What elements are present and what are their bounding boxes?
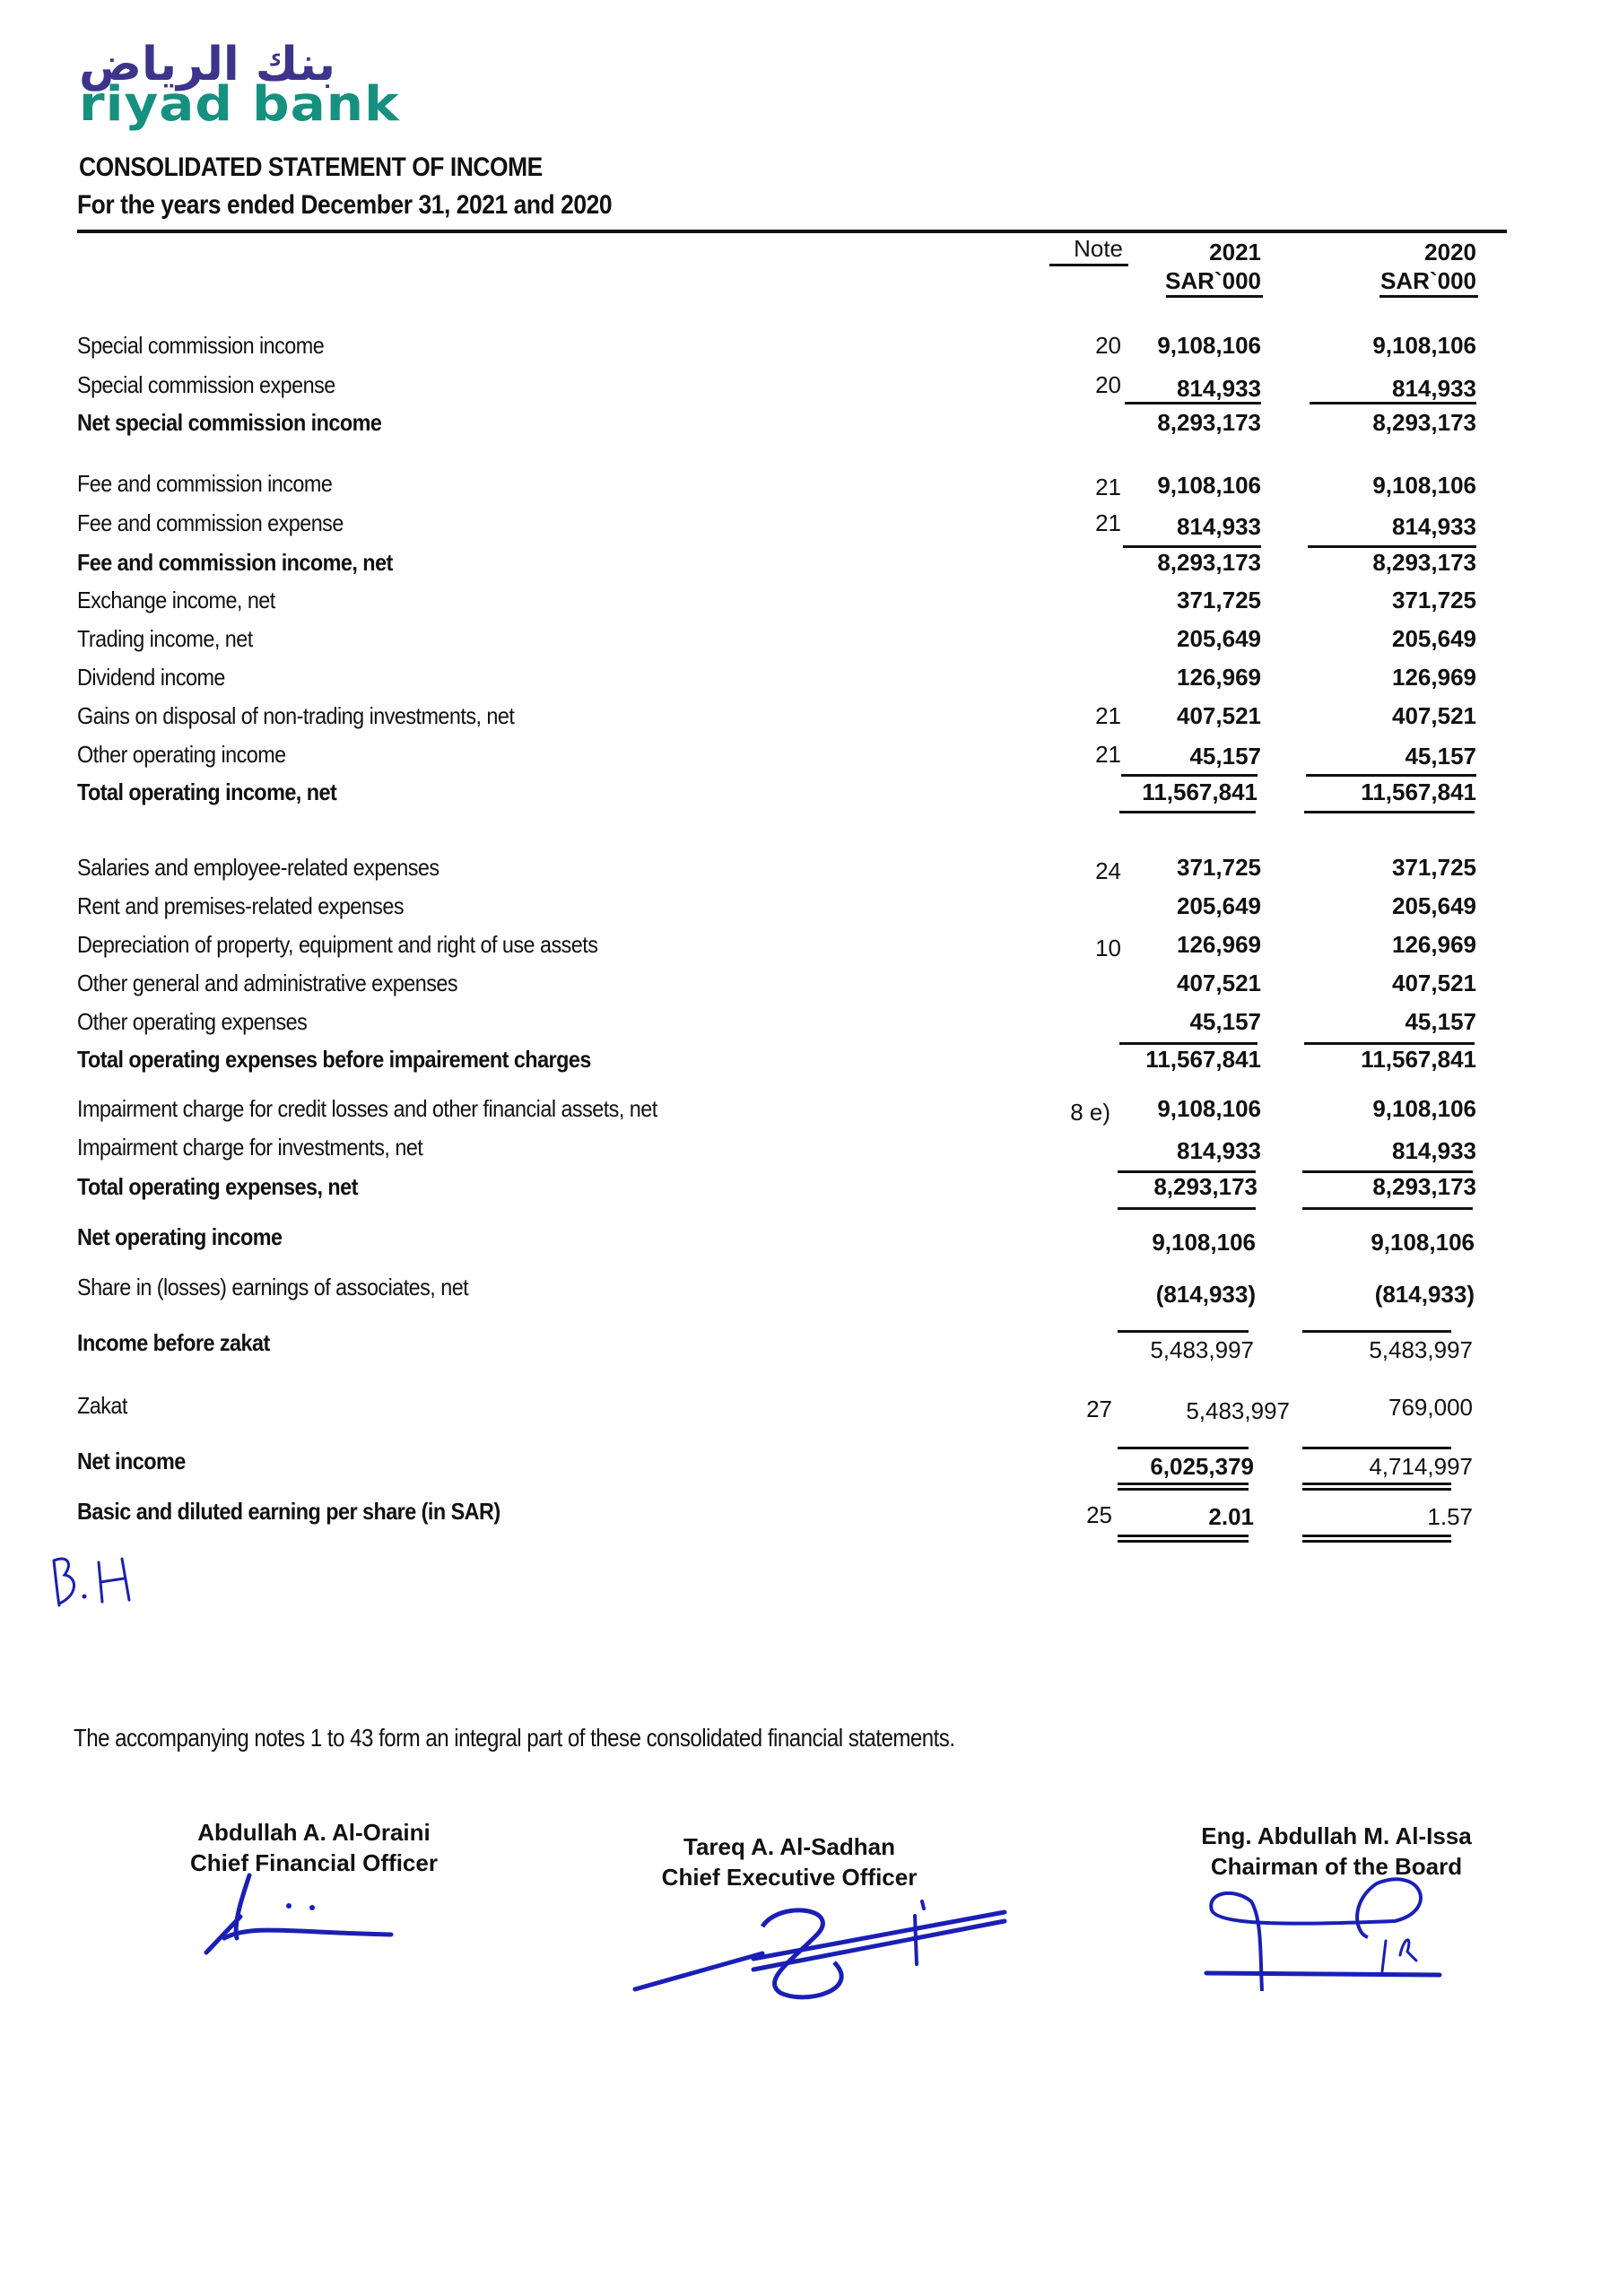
table-row (0, 1171, 1610, 1202)
row-label: Share in (losses) earnings of associates, net (77, 1274, 469, 1300)
table-row (0, 891, 1610, 921)
row-label: Special commission expense (77, 371, 335, 398)
subtotal-rule (1125, 402, 1261, 404)
row-label: Dividend income (77, 664, 225, 691)
row-label: Basic and diluted earning per share (in SAR) (77, 1498, 500, 1525)
row-value-2020: (814,933) (1374, 1281, 1475, 1308)
row-value-2020: 371,725 (1392, 587, 1476, 613)
row-value-2021: 9,108,106 (1157, 1095, 1261, 1122)
row-label: Zakat (77, 1392, 127, 1419)
row-value-2021: 2.01 (1208, 1503, 1254, 1530)
column-header-2020-unit: SAR`000 (1380, 267, 1476, 294)
row-value-2020: 4,714,997 (1369, 1453, 1473, 1480)
page-subtitle: For the years ended December 31, 2021 and 2020 (77, 190, 613, 220)
row-label: Net special commission income (77, 409, 382, 436)
row-value-2020: 407,521 (1392, 970, 1476, 996)
row-value-2021: 9,108,106 (1157, 332, 1261, 359)
row-label: Depreciation of property, equipment and right of use assets (77, 931, 598, 958)
row-note: 20 (1095, 332, 1121, 359)
total-double-rule (1118, 1483, 1249, 1491)
total-double-rule (1302, 1535, 1451, 1543)
row-label: Total operating income, net (77, 778, 337, 805)
row-note: 21 (1095, 702, 1121, 729)
row-label: Total operating expenses before impairement charges (77, 1046, 591, 1073)
row-label: Special commission income (77, 332, 325, 359)
table-row (0, 585, 1610, 615)
footer-note: The accompanying notes 1 to 43 form an integral part of these consolidated financial statements. (74, 1724, 955, 1752)
row-value-2021: 8,293,173 (1157, 409, 1261, 436)
column-header-2021-unit: SAR`000 (1165, 267, 1261, 294)
row-label: Fee and commission income, net (77, 549, 393, 576)
table-row (0, 330, 1610, 361)
table-row (0, 407, 1610, 438)
table-row (0, 1327, 1610, 1363)
total-rule (1304, 811, 1475, 813)
signatory-chairman (1157, 1821, 1516, 1882)
row-label: Fee and commission expense (77, 509, 344, 536)
signatory-title: Chairman of the Board (1210, 1853, 1463, 1880)
row-label: Other general and administrative expenses (77, 970, 458, 996)
row-note: 21 (1095, 474, 1121, 500)
row-label: Trading income, net (77, 625, 253, 652)
row-label: Income before zakat (77, 1329, 270, 1356)
column-header-note-underline (1049, 264, 1128, 266)
row-value-2021: 45,157 (1189, 743, 1261, 770)
row-note: 8 e) (1070, 1099, 1110, 1126)
table-row (0, 1272, 1610, 1308)
row-value-2020: 1.57 (1427, 1503, 1473, 1530)
row-value-2021: 9,108,106 (1157, 472, 1261, 499)
total-double-rule (1118, 1535, 1249, 1543)
row-label: Impairment charge for credit losses and other financial assets, net (77, 1095, 657, 1122)
row-value-2020: 205,649 (1392, 892, 1476, 919)
row-label: Exchange income, net (77, 587, 275, 613)
table-row (0, 1132, 1610, 1162)
row-value-2021: 814,933 (1177, 1137, 1261, 1164)
row-value-2021: 6,025,379 (1150, 1453, 1254, 1480)
page-title: CONSOLIDATED STATEMENT OF INCOME (79, 152, 543, 182)
table-row (0, 739, 1610, 770)
signatory-title: Chief Financial Officer (190, 1849, 438, 1876)
table-row (0, 700, 1610, 731)
row-value-2021: 11,567,841 (1145, 1046, 1261, 1073)
row-value-2021: 814,933 (1177, 375, 1261, 402)
row-value-2020: 126,969 (1392, 664, 1476, 691)
row-value-2021: 126,969 (1177, 931, 1261, 958)
row-value-2020: 8,293,173 (1372, 549, 1476, 576)
row-value-2021: 5,483,997 (1186, 1397, 1290, 1424)
column-header-2020: 2020 (1424, 239, 1476, 265)
table-row (0, 547, 1610, 578)
table-row (0, 1006, 1610, 1037)
table-row (0, 1496, 1610, 1530)
row-value-2021: 205,649 (1177, 892, 1261, 919)
signature-chairman-icon (1197, 1874, 1466, 1991)
row-value-2020: 205,649 (1392, 625, 1476, 652)
row-value-2021: 814,933 (1177, 513, 1261, 540)
table-row (0, 468, 1610, 499)
table-row (0, 1446, 1610, 1480)
row-note: 21 (1095, 741, 1121, 768)
row-value-2021: 5,483,997 (1150, 1336, 1254, 1363)
row-value-2021: 8,293,173 (1153, 1173, 1258, 1200)
row-value-2020: 814,933 (1392, 375, 1476, 402)
row-value-2020: 371,725 (1392, 854, 1476, 881)
row-label: Other operating income (77, 741, 286, 768)
table-row (0, 1044, 1610, 1074)
row-value-2020: 126,969 (1392, 931, 1476, 958)
total-rule (1302, 1207, 1473, 1210)
row-value-2020: 814,933 (1392, 513, 1476, 540)
table-row (0, 1390, 1610, 1424)
row-label: Gains on disposal of non-trading investments, net (77, 702, 515, 729)
table-row (0, 968, 1610, 998)
table-row (0, 370, 1610, 400)
row-value-2021: 407,521 (1177, 702, 1261, 729)
row-note: 24 (1095, 857, 1121, 884)
column-header-2020-underline (1379, 295, 1478, 298)
row-note: 21 (1095, 509, 1121, 536)
signatory-name: Tareq A. Al-Sadhan (683, 1833, 895, 1860)
row-value-2021: 9,108,106 (1152, 1229, 1256, 1256)
row-label: Rent and premises-related expenses (77, 892, 405, 919)
row-value-2020: 11,567,841 (1361, 778, 1476, 805)
row-value-2020: 9,108,106 (1372, 332, 1476, 359)
logo-english: riyad bank (79, 75, 400, 132)
logo-arabic: بنك الرياض (79, 38, 335, 91)
table-row (0, 662, 1610, 692)
table-row (0, 1093, 1610, 1124)
row-note: 10 (1095, 935, 1121, 961)
row-note: 20 (1095, 371, 1121, 398)
row-label: Salaries and employee-related expenses (77, 854, 439, 881)
header-divider (77, 230, 1507, 233)
row-value-2020: 9,108,106 (1372, 472, 1476, 499)
total-rule (1118, 1207, 1256, 1210)
row-value-2020: 8,293,173 (1372, 409, 1476, 436)
row-value-2021: 8,293,173 (1157, 549, 1261, 576)
row-value-2021: 126,969 (1177, 664, 1261, 691)
row-value-2020: 45,157 (1405, 743, 1476, 770)
table-row (0, 1222, 1610, 1256)
row-label: Other operating expenses (77, 1008, 308, 1035)
signatory-name: Eng. Abdullah M. Al-Issa (1201, 1822, 1472, 1849)
row-value-2020: 814,933 (1392, 1137, 1476, 1164)
signatory-title: Chief Executive Officer (661, 1864, 918, 1891)
row-value-2020: 769,000 (1388, 1394, 1473, 1421)
total-double-rule (1302, 1483, 1451, 1491)
row-value-2021: 45,157 (1189, 1008, 1261, 1035)
row-value-2021: 371,725 (1177, 854, 1261, 881)
row-label: Fee and commission income (77, 470, 333, 497)
row-note: 27 (1086, 1396, 1112, 1422)
signatory-cfo (152, 1817, 475, 1878)
column-header-note: Note (1074, 235, 1123, 262)
row-label: Net income (77, 1448, 186, 1474)
row-value-2020: 9,108,106 (1372, 1095, 1476, 1122)
row-value-2020: 11,567,841 (1361, 1046, 1476, 1073)
row-label: Impairment charge for investments, net (77, 1134, 423, 1161)
row-value-2020: 45,157 (1405, 1008, 1476, 1035)
subtotal-rule (1310, 402, 1476, 404)
table-row (0, 623, 1610, 654)
column-header-2021: 2021 (1209, 239, 1261, 265)
row-label: Net operating income (77, 1223, 283, 1250)
row-value-2021: (814,933) (1155, 1281, 1256, 1308)
row-value-2020: 5,483,997 (1369, 1336, 1473, 1363)
row-value-2021: 407,521 (1177, 970, 1261, 996)
signatory-name: Abdullah A. Al-Oraini (197, 1819, 431, 1846)
column-header-2021-underline (1166, 295, 1263, 298)
table-row (0, 852, 1610, 883)
signature-ceo-icon (628, 1900, 1014, 2007)
row-value-2020: 8,293,173 (1372, 1173, 1476, 1200)
row-value-2020: 407,521 (1392, 702, 1476, 729)
total-rule (1119, 811, 1256, 813)
signatory-ceo (628, 1831, 951, 1892)
row-note: 25 (1086, 1501, 1112, 1528)
table-row (0, 508, 1610, 538)
row-value-2021: 371,725 (1177, 587, 1261, 613)
signature-cfo-icon (197, 1870, 404, 1960)
table-row (0, 777, 1610, 807)
row-value-2021: 11,567,841 (1142, 778, 1258, 805)
handwritten-initials-icon (47, 1550, 154, 1613)
row-value-2020: 9,108,106 (1371, 1229, 1475, 1256)
row-label: Total operating expenses, net (77, 1173, 358, 1200)
row-value-2021: 205,649 (1177, 625, 1261, 652)
table-row (0, 929, 1610, 960)
